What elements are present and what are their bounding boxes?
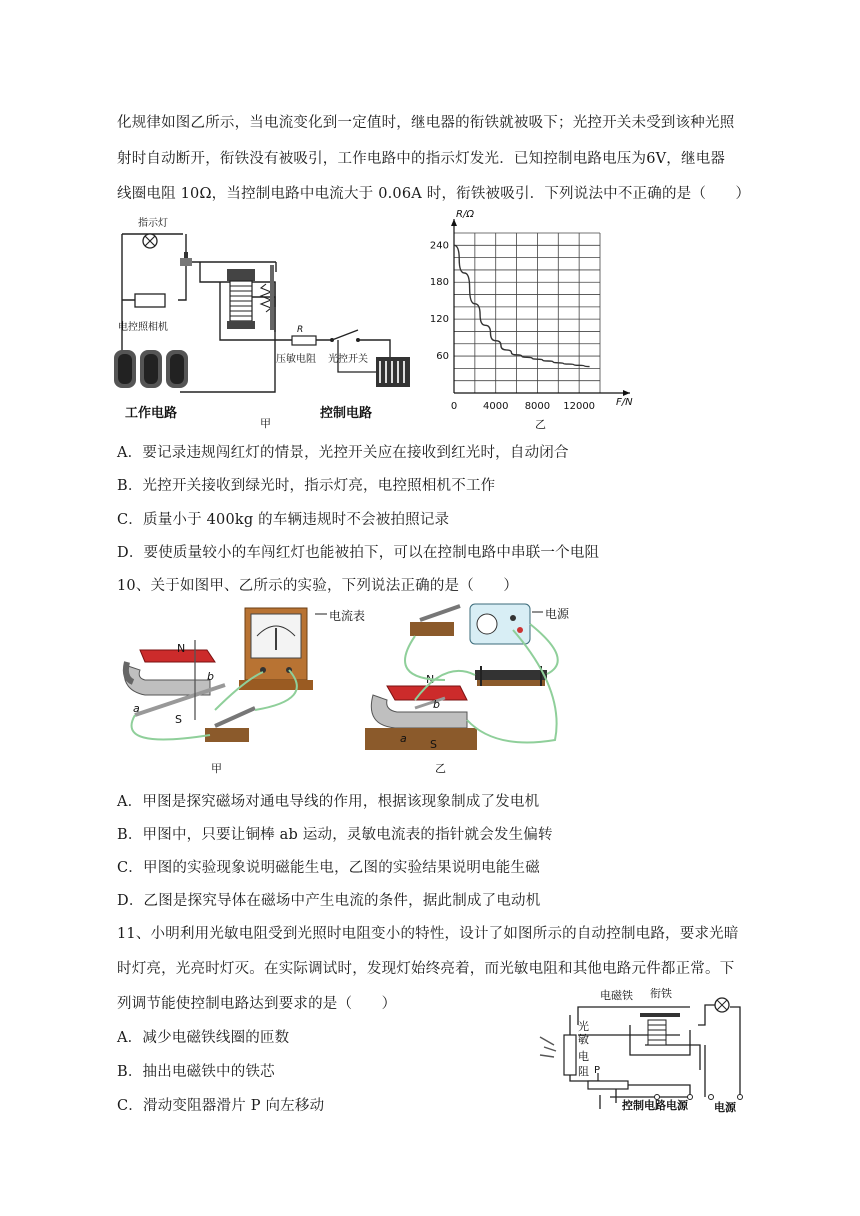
magnet-jia-icon	[124, 650, 215, 695]
q9-option-c: C．质量小于 400kg 的车辆违规时不会被拍照记录	[117, 512, 450, 528]
chart-series-line	[454, 245, 590, 366]
chart-ylabel: R/Ω	[456, 209, 474, 220]
q11-stem-line-1: 11、小明利用光敏电阻受到光照时电阻变小的特性，设计了如图所示的自动控制电路，要求光暗	[117, 926, 739, 942]
chart-x-arrow	[623, 390, 630, 396]
chart-y-arrow	[451, 219, 457, 226]
camera-icon	[135, 294, 165, 307]
figure-yi-caption-q10: 乙	[435, 762, 446, 775]
magnet-s-jia: S	[175, 713, 182, 726]
camera-label: 电控照相机	[118, 322, 168, 333]
q9-option-d: D．要使质量较小的车闯红灯也能被拍下，可以在控制电路中串联一个电阻	[117, 545, 600, 561]
electromagnet-icon	[640, 1013, 680, 1045]
q10-option-d: D．乙图是探究导体在磁场中产生电流的条件，据此制成了电动机	[117, 893, 541, 909]
pressure-resistor-label: 压敏电阻	[276, 354, 316, 365]
q10-option-b: B．甲图中，只要让铜棒 ab 运动，灵敏电流表的指针就会发生偏转	[117, 827, 553, 843]
chart-ticks	[430, 240, 595, 412]
photoresistor-icon	[564, 1035, 576, 1075]
galvanometer-icon	[239, 608, 313, 690]
rheostat-icon	[588, 1081, 628, 1089]
chart-x-tick-label: 4000	[482, 401, 509, 412]
chart-xlabel: F/N	[616, 397, 633, 408]
chart-x-tick-label: 12000	[563, 401, 596, 412]
control-power-label: 控制电路电源	[622, 1099, 688, 1112]
chart-x-tick-label: 8000	[524, 401, 551, 412]
camera-lenses-icon	[114, 350, 188, 388]
rod-end-b-jia: b	[207, 670, 214, 683]
light-rays-icon	[540, 1037, 556, 1057]
chart-y-tick-label: 180	[429, 277, 449, 289]
electromagnet-label: 电磁铁	[600, 989, 633, 1002]
q9-stem-line-1: 化规律如图乙所示，当电流变化到一定值时，继电器的衔铁就被吸下；光控开关未受到该种光照	[117, 115, 735, 131]
magnet-s-yi: S	[430, 738, 437, 751]
power-label: 电源	[714, 1101, 736, 1114]
control-circuit-label: 控制电路	[320, 406, 373, 421]
rod-end-b-yi: b	[433, 698, 440, 711]
q9-figure-jia	[100, 212, 420, 432]
galvanometer-label: 电流表	[329, 609, 366, 623]
q9-stem-line-3: 线圈电阻 10Ω，当控制电路中电流大于 0.06A 时，衔铁被吸引．下列说法中不正确的是（ ）	[117, 186, 751, 202]
chart-y-tick-label: 240	[429, 240, 449, 252]
q11-figure	[530, 985, 760, 1115]
light-switch-label: 光控开关	[328, 354, 368, 365]
q9-option-b: B．光控开关接收到绿光时，指示灯亮，电控照相机不工作	[117, 478, 496, 494]
magnet-n-yi: N	[426, 673, 435, 686]
figure-yi-caption: 乙	[535, 418, 546, 431]
resistor-letter: R	[297, 325, 304, 335]
figure-jia-caption-q10: 甲	[211, 762, 222, 775]
chart-grid	[454, 233, 600, 393]
power-supply-icon	[470, 604, 530, 644]
q11-option-a: A．减少电磁铁线圈的匝数	[117, 1030, 290, 1046]
work-circuit-label: 工作电路	[125, 406, 178, 421]
indicator-lamp-label: 指示灯	[138, 218, 168, 229]
pressure-resistor-icon	[292, 336, 316, 345]
q9-option-a: A．要记录违规闯红灯的情景，光控开关应在接收到红光时，自动闭合	[117, 445, 569, 461]
q9-stem-line-2: 射时自动断开，衔铁没有被吸引，工作电路中的指示灯发光．已知控制电路电压为6V，继电器	[117, 151, 726, 167]
q10-figure	[115, 600, 675, 780]
q11-stem-line-3: 列调节能使控制电路达到要求的是（ ）	[117, 996, 397, 1012]
chart-x-tick-label: 0	[450, 401, 458, 412]
figure-jia-caption: 甲	[260, 417, 271, 430]
power-supply-label: 电源	[545, 607, 570, 621]
photoresistor-char-1: 光	[578, 1020, 589, 1033]
rod-end-a-yi: a	[400, 732, 407, 745]
photoresistor-char-2: 敏	[578, 1033, 589, 1046]
photoresistor-char-4: 阻	[578, 1065, 589, 1078]
rod-end-a-jia: a	[133, 702, 140, 715]
q10-option-c: C．甲图的实验现象说明磁能生电，乙图的实验结果说明电能生磁	[117, 860, 540, 876]
magnet-n-jia: N	[177, 642, 186, 655]
switch-jia-icon	[205, 708, 255, 742]
q9-figure-yi-chart	[420, 205, 650, 435]
battery-icon	[376, 357, 410, 387]
rail-yi-icon	[475, 666, 547, 686]
chart-y-tick-label: 60	[436, 351, 449, 363]
q11-stem-line-2: 时灯亮，光亮时灯灭。在实际调试时，发现灯始终亮着，而光敏电阻和其他电路元件都正常。下	[117, 961, 735, 977]
chart-y-tick-label: 120	[429, 314, 449, 326]
slider-p-label: P	[594, 1065, 601, 1076]
q11-option-c: C．滑动变阻器滑片 P 向左移动	[117, 1098, 325, 1114]
q10-option-a: A．甲图是探究磁场对通电导线的作用，根据该现象制成了发电机	[117, 794, 540, 810]
q10-stem: 10、关于如图甲、乙所示的实验，下列说法正确的是（ ）	[117, 578, 519, 594]
photoresistor-char-3: 电	[578, 1050, 589, 1063]
armature-label: 衔铁	[650, 987, 672, 1000]
switch-yi-icon	[410, 606, 460, 636]
q11-option-b: B．抽出电磁铁中的铁芯	[117, 1064, 275, 1080]
magnet-yi-icon	[365, 686, 477, 750]
